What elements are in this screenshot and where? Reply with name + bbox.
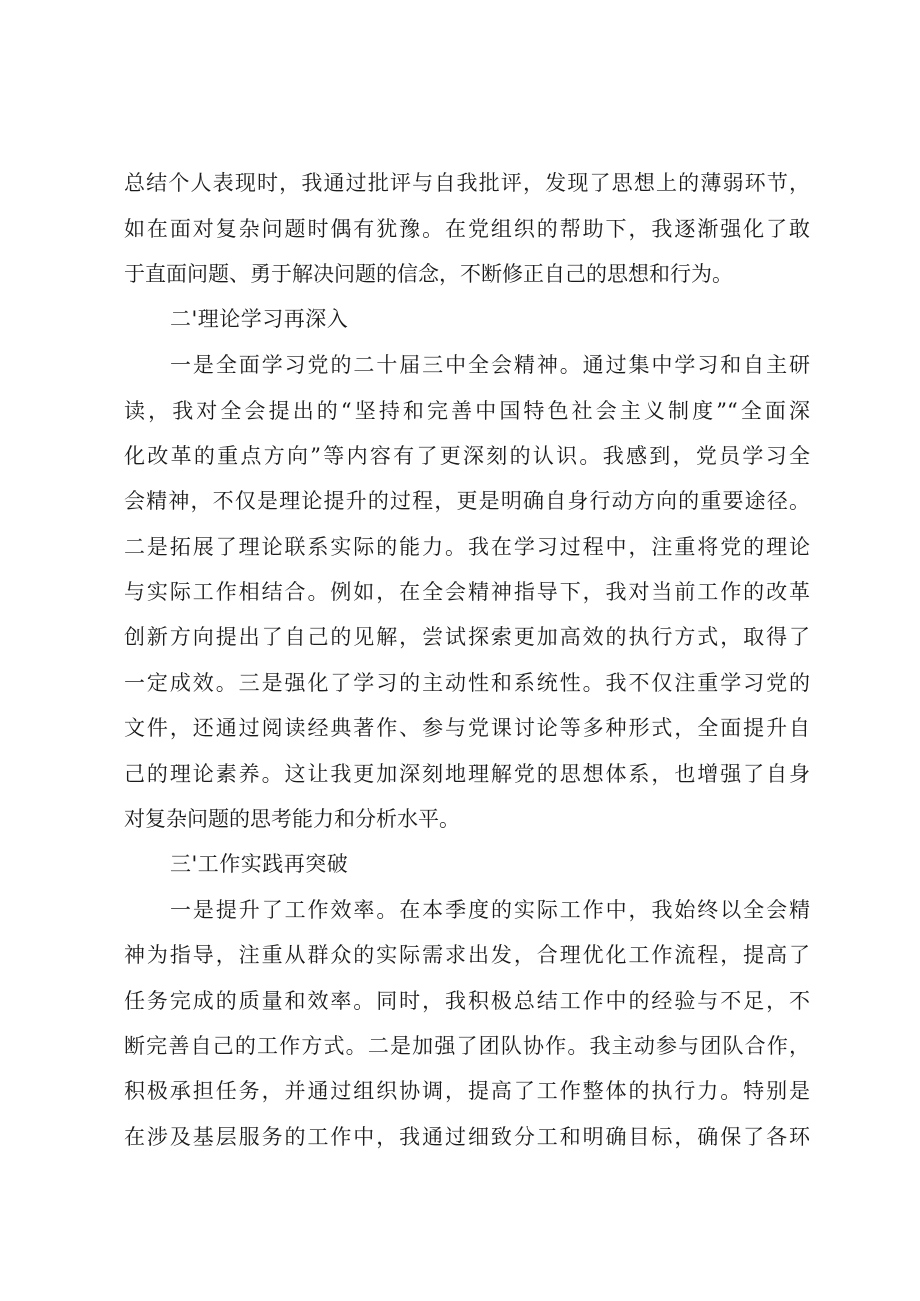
text-line: 如在面对复杂问题时偶有犹豫。在党组织的帮助下，我逐渐强化了敢	[124, 217, 810, 241]
section-heading-work-practice: 三'工作实践再突破	[170, 852, 349, 876]
text-line: 创新方向提出了自己的见解，尝试探索更加高效的执行方式，取得了	[124, 625, 810, 649]
text-line: 读，我对全会提出的“坚持和完善中国特色社会主义制度”“全面深	[124, 399, 810, 423]
text-line: 断完善自己的工作方式。二是加强了团队协作。我主动参与团队合作，	[124, 1034, 810, 1058]
text-line: 神为指导，注重从群众的实际需求出发，合理优化工作流程，提高了	[124, 943, 810, 967]
text-line: 于直面问题、勇于解决问题的信念，不断修正自己的思想和行为。	[124, 262, 733, 286]
text-line: 一定成效。三是强化了学习的主动性和系统性。我不仅注重学习党的	[124, 671, 810, 695]
text-line: 会精神，不仅是理论提升的过程，更是明确自身行动方向的重要途径。	[124, 489, 810, 513]
text-line: 在涉及基层服务的工作中，我通过细致分工和明确目标，确保了各环	[124, 1125, 810, 1149]
text-line: 一是提升了工作效率。在本季度的实际工作中，我始终以全会精	[170, 898, 810, 922]
text-line: 文件，还通过阅读经典著作、参与党课讨论等多种形式，全面提升自	[124, 716, 810, 740]
text-line: 化改革的重点方向”等内容有了更深刻的认识。我感到，党员学习全	[124, 444, 810, 468]
text-line: 与实际工作相结合。例如，在全会精神指导下，我对当前工作的改革	[124, 580, 810, 604]
text-line: 积极承担任务，并通过组织协调，提高了工作整体的执行力。特别是	[124, 1079, 810, 1103]
section-heading-theory-study: 二'理论学习再深入	[170, 307, 349, 331]
text-line: 对复杂问题的思考能力和分析水平。	[124, 807, 460, 831]
text-line: 二是拓展了理论联系实际的能力。我在学习过程中，注重将党的理论	[124, 535, 810, 559]
text-line: 己的理论素养。这让我更加深刻地理解党的思想体系，也增强了自身	[124, 762, 810, 786]
text-line: 一是全面学习党的二十届三中全会精神。通过集中学习和自主研	[170, 353, 810, 377]
text-line: 任务完成的质量和效率。同时，我积极总结工作中的经验与不足，不	[124, 989, 810, 1013]
text-line: 总结个人表现时，我通过批评与自我批评，发现了思想上的薄弱环节，	[124, 171, 810, 195]
